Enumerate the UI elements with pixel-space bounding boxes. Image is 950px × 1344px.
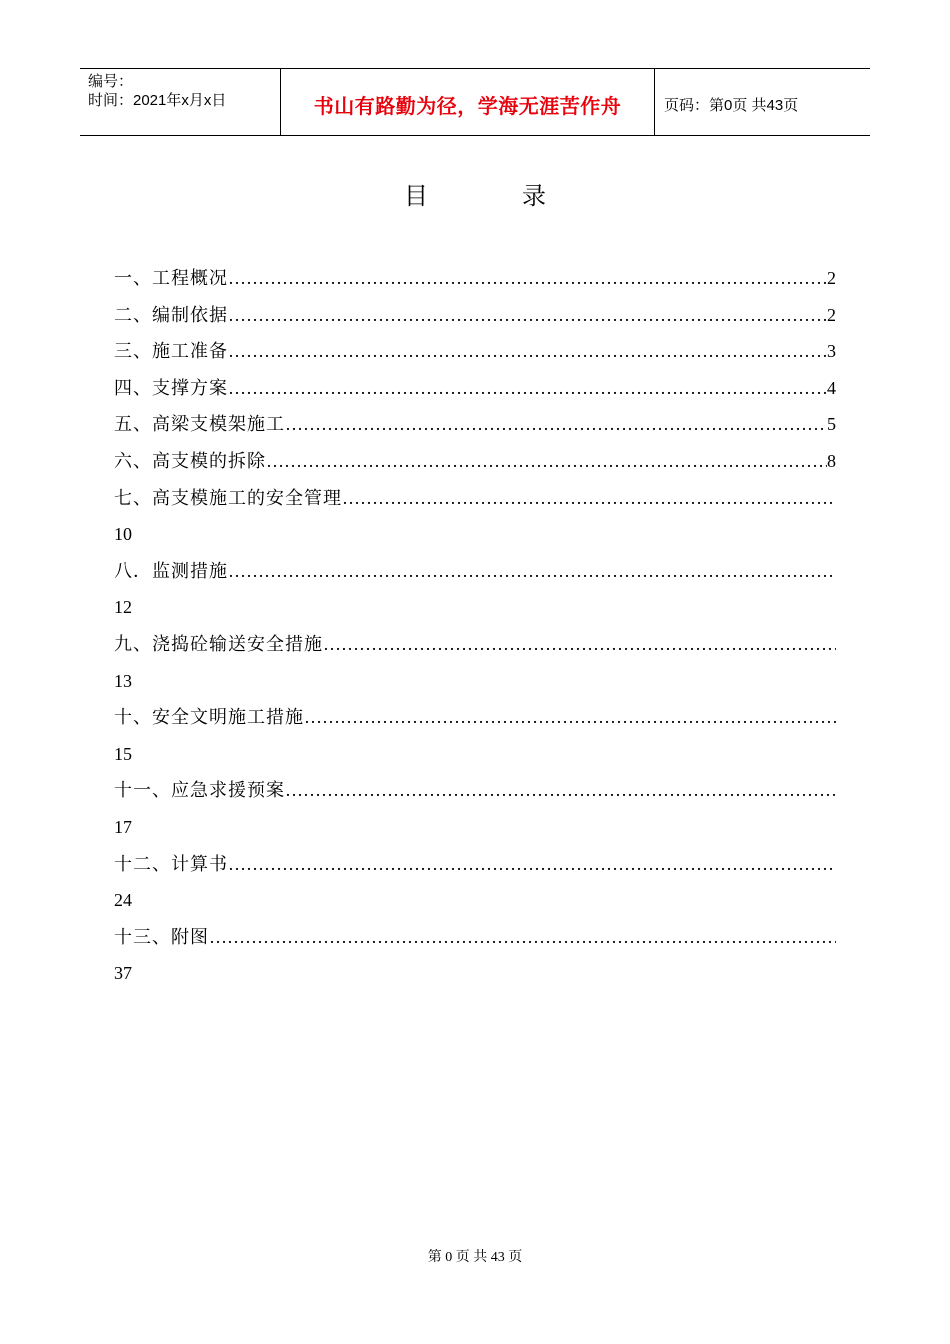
toc-entry-label: 三、施工准备 — [114, 341, 228, 362]
toc-entry-page-number: 10 — [114, 524, 132, 545]
toc-entry[interactable] — [114, 443, 836, 480]
toc-leader-dots — [209, 919, 836, 956]
toc-entry-label: 六、高支模的拆除 — [114, 450, 266, 471]
toc-entry-label: 十三、附图 — [114, 926, 209, 947]
document-number-label: 编号： — [88, 73, 134, 90]
toc-entry[interactable] — [114, 626, 836, 663]
toc-entry-page-number: 12 — [114, 597, 132, 618]
toc-leader-dots — [304, 699, 836, 736]
toc-entry[interactable] — [114, 370, 836, 407]
toc-entry-page-number: 37 — [114, 963, 132, 984]
toc-entry-page-number: 13 — [114, 670, 132, 691]
toc-entry[interactable] — [114, 699, 836, 736]
toc-title-char-1: 目 — [404, 184, 428, 210]
toc-entry-label: 七、高支模施工的安全管理 — [114, 487, 342, 508]
toc-leader-dots — [228, 846, 836, 883]
toc-entry-label: 五、高梁支模架施工 — [114, 414, 285, 435]
toc-leader-dots — [228, 553, 836, 590]
toc-entry-page-number: 2 — [827, 304, 836, 325]
table-of-contents — [114, 260, 836, 992]
toc-entry-label: 十二、计算书 — [114, 853, 228, 874]
toc-leader-dots — [228, 297, 827, 334]
toc-entry[interactable] — [114, 480, 836, 517]
toc-leader-dots — [323, 626, 836, 663]
toc-leader-dots — [228, 370, 827, 407]
toc-entry-page-number: 5 — [827, 414, 836, 435]
toc-entry-page-number: 24 — [114, 890, 132, 911]
toc-entry-label: 八．监测措施 — [114, 560, 228, 581]
toc-entry-label: 四、支撑方案 — [114, 377, 228, 398]
toc-entry[interactable] — [114, 260, 836, 297]
toc-entry[interactable] — [114, 297, 836, 334]
toc-entry-label: 二、编制依据 — [114, 304, 228, 325]
toc-leader-dots — [266, 443, 827, 480]
header-motto: 书山有路勤为径，学海无涯苦作舟 — [281, 69, 655, 135]
toc-leader-dots — [228, 260, 827, 297]
page-footer: 第 0 页 共 43 页 — [427, 1250, 523, 1265]
toc-entry[interactable] — [114, 846, 836, 883]
toc-entry[interactable] — [114, 333, 836, 370]
header-page-info: 页码：第0页 共43页 — [664, 96, 799, 114]
toc-entry-page-number: 3 — [827, 341, 836, 362]
toc-entry-label: 十一、应急求援预案 — [114, 780, 285, 801]
header-meta-cell — [80, 69, 281, 135]
toc-title-char-2: 录 — [522, 184, 546, 210]
toc-title — [0, 176, 950, 211]
toc-entry-page-number: 17 — [114, 816, 132, 837]
toc-entry[interactable] — [114, 553, 836, 590]
toc-leader-dots — [285, 772, 836, 809]
toc-entry-label: 十、安全文明施工措施 — [114, 707, 304, 728]
toc-entry-label: 九、浇捣砼输送安全措施 — [114, 633, 323, 654]
toc-leader-dots — [342, 480, 836, 517]
toc-entry-page-number: 15 — [114, 743, 132, 764]
toc-entry[interactable] — [114, 406, 836, 443]
toc-leader-dots — [228, 333, 827, 370]
toc-entry-page-number: 2 — [827, 268, 836, 288]
document-date-label: 时间：2021年x月x日 — [88, 92, 227, 109]
toc-entry[interactable] — [114, 919, 836, 956]
toc-entry-page-number: 4 — [827, 377, 836, 398]
toc-leader-dots — [285, 406, 827, 443]
toc-entry-page-number: 8 — [827, 450, 836, 471]
toc-entry-label: 一、工程概况 — [114, 268, 228, 288]
page-header — [80, 68, 870, 136]
toc-entry[interactable] — [114, 772, 836, 809]
